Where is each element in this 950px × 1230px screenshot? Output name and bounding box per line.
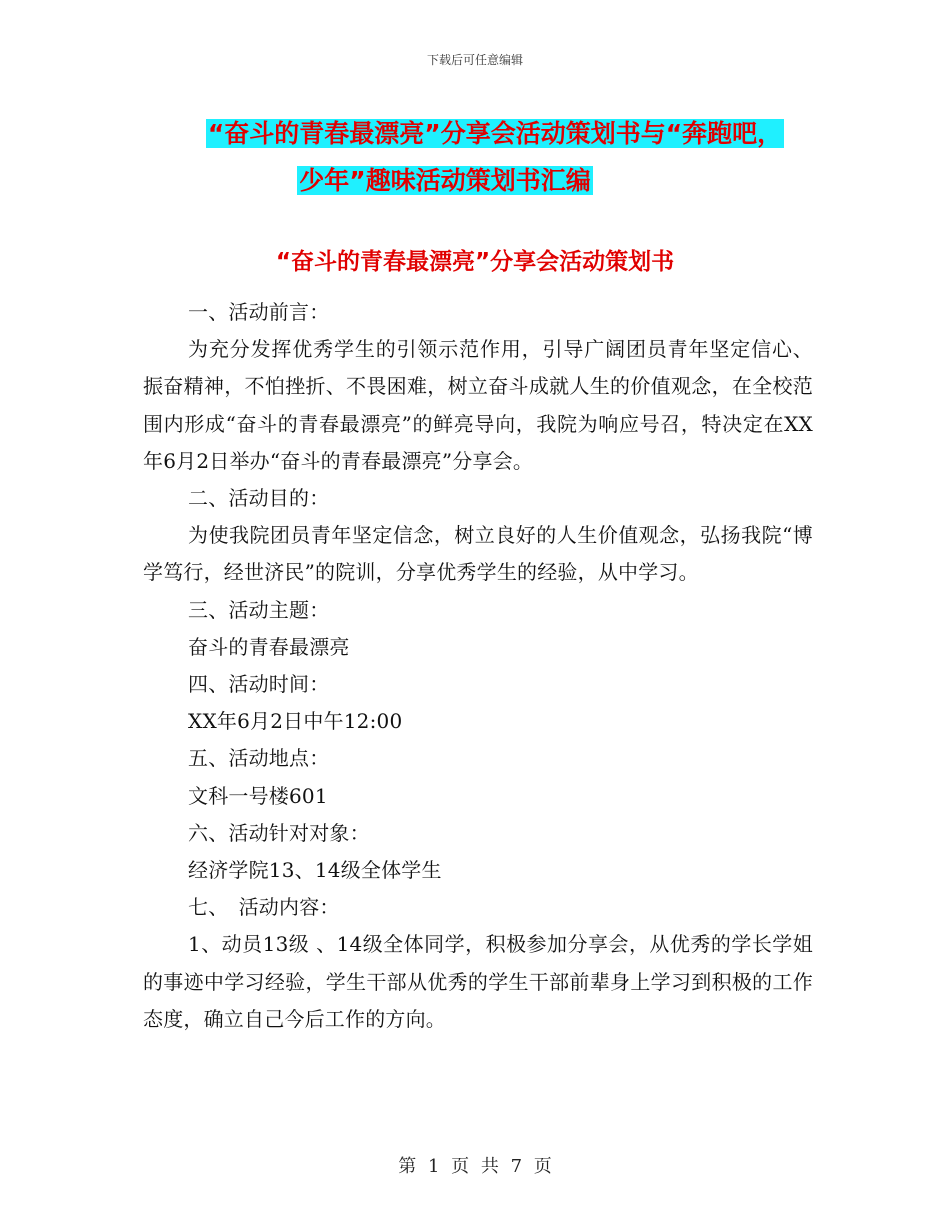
paragraph-preface: 为充分发挥优秀学生的引领示范作用，引导广阔团员青年坚定信心、振奋精神，不怕挫折、不畏困难，树立奋斗成就人生的价值观念，在全校范围内形成“奋斗的青春最漂亮”的鲜亮导向，我院为响应号召，特决定在XX年6月2日举办“奋斗的青春最漂亮”分享会。 bbox=[143, 337, 813, 473]
paragraph-location: 文科一号楼601 bbox=[188, 783, 328, 808]
document-title-line-2: 少年”趣味活动策划书汇编 bbox=[299, 166, 591, 195]
page-header: 下载后可任意编辑 bbox=[426, 53, 523, 67]
heading-time: 四、活动时间： bbox=[188, 672, 330, 697]
heading-audience: 六、活动针对对象： bbox=[188, 820, 370, 845]
heading-preface: 一、活动前言： bbox=[188, 300, 330, 324]
paragraph-purpose: 为使我院团员青年坚定信念，树立良好的人生价值观念，弘扬我院“博学笃行，经世济民”的院训，分享优秀学生的经验，从中学习。 bbox=[143, 523, 813, 585]
paragraph-content: 1、动员13级 、14级全体同学，积极参加分享会，从优秀的学长学姐的事迹中学习经验，学生干部从优秀的学生干部前辈身上学习到积极的工作态度，确立自己今后工作的方向。 bbox=[143, 932, 813, 1031]
document-title-line-1: “奋斗的青春最漂亮”分享会活动策划书与“奔跑吧， bbox=[207, 119, 783, 148]
paragraph-time: XX年6月2日中午12:00 bbox=[188, 709, 403, 734]
heading-content: 七、 活动内容： bbox=[188, 895, 340, 920]
heading-location: 五、活动地点： bbox=[188, 746, 330, 771]
paragraph-audience: 经济学院13、14级全体学生 bbox=[188, 858, 442, 883]
heading-purpose: 二、活动目的： bbox=[188, 486, 330, 511]
paragraph-theme: 奋斗的青春最漂亮 bbox=[188, 634, 350, 659]
page-footer: 第 1 页 共 7 页 bbox=[398, 1156, 552, 1177]
heading-theme: 三、活动主题： bbox=[188, 597, 330, 622]
document-body bbox=[143, 294, 813, 1038]
document-title bbox=[0, 110, 950, 204]
section-title: “奋斗的青春最漂亮”分享会活动策划书 bbox=[275, 249, 675, 275]
